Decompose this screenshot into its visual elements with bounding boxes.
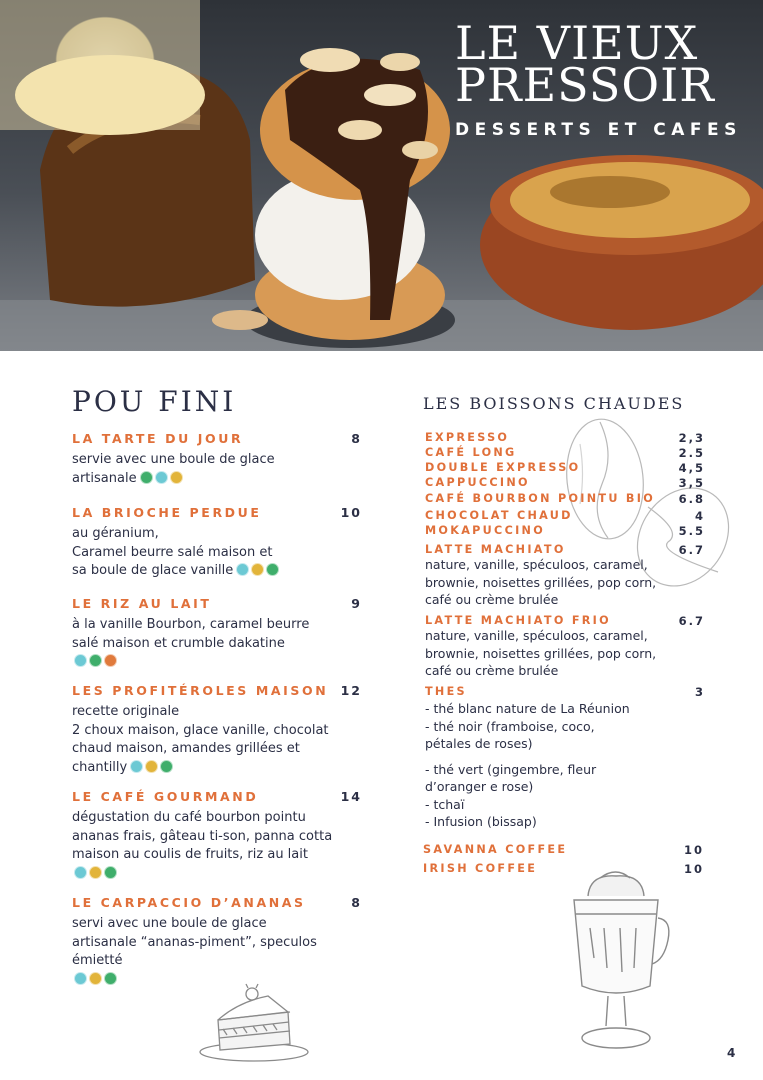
brand-block — [455, 16, 755, 140]
drink-name: EXPRESSO — [425, 431, 510, 444]
drink-price: 2.5 — [678, 446, 705, 460]
drink-name: LATTE MACHIATO — [425, 543, 566, 556]
drink-row — [425, 431, 705, 444]
dessert-description: au géranium, Caramel beurre salé maison et sa boule de glace vanille — [72, 525, 372, 581]
drink-row — [425, 524, 705, 537]
drink-name: IRISH COFFEE — [423, 862, 538, 875]
drink-row — [425, 509, 705, 522]
dessert-name: LA TARTE DU JOUR — [72, 431, 244, 446]
drink-row — [425, 614, 705, 680]
drink-description: nature, vanille, spéculoos, caramel, brownie, noisettes grillées, pop corn, café ou crème brulée — [425, 557, 657, 607]
gluten-icon — [89, 866, 102, 879]
drink-price: 10 — [683, 862, 704, 876]
vegan-icon — [89, 654, 102, 667]
dessert-item — [72, 789, 372, 879]
drink-name: CHOCOLAT CHAUD — [425, 509, 573, 522]
vegan-icon — [104, 972, 117, 985]
drink-row — [425, 461, 705, 474]
drink-name: CAFÉ BOURBON POINTU BIO — [425, 492, 656, 505]
diet-badges — [130, 760, 173, 773]
dessert-name: LA BRIOCHE PERDUE — [72, 505, 262, 520]
drink-row — [425, 685, 705, 831]
diet-badges — [236, 563, 279, 576]
dessert-description: à la vanille Bourbon, caramel beurre salé maison et crumble dakatine — [72, 617, 310, 651]
drink-name: LATTE MACHIATO FRIO — [425, 614, 611, 627]
drink-row — [425, 476, 705, 489]
gluten-icon — [170, 471, 183, 484]
drink-name: THES — [425, 685, 467, 698]
dessert-price: 8 — [351, 431, 362, 446]
drink-price: 2,3 — [678, 431, 705, 445]
drink-price: 5.5 — [678, 524, 705, 538]
dessert-name: LE CAFÉ GOURMAND — [72, 789, 259, 804]
drink-name: CAPPUCCINO — [425, 476, 530, 489]
drink-name: SAVANNA COFFEE — [423, 843, 568, 856]
menu-subtitle: DESSERTS ET CAFES — [455, 120, 742, 140]
drink-price: 4,5 — [678, 461, 705, 475]
drink-price: 10 — [683, 843, 704, 857]
page-number: 4 — [727, 1046, 736, 1060]
drink-row — [425, 543, 705, 609]
dessert-price: 14 — [340, 789, 362, 804]
lactose-icon — [74, 972, 87, 985]
restaurant-name-line1: LE VIEUX — [455, 16, 699, 70]
restaurant-name-line2: PRESSOIR — [455, 58, 715, 112]
drinks-section-title: LES BOISSONS CHAUDES — [423, 394, 685, 413]
nuts-icon — [104, 654, 117, 667]
drink-row — [425, 492, 705, 505]
dessert-item — [72, 596, 372, 667]
lactose-icon — [74, 866, 87, 879]
dessert-item — [72, 505, 372, 581]
dessert-item — [72, 895, 372, 985]
vegan-icon — [140, 471, 153, 484]
tea-list: - thé vert (gingembre, fleur d’oranger e rose) - tchaï - Infusion (bissap) — [425, 761, 597, 829]
dessert-description: servi avec une boule de glace artisanale “ananas-piment”, speculos émietté — [72, 916, 317, 968]
vegan-icon — [160, 760, 173, 773]
drink-name: CAFÉ LONG — [425, 446, 517, 459]
drink-price: 6.8 — [678, 492, 705, 506]
lactose-icon — [74, 654, 87, 667]
gluten-icon — [251, 563, 264, 576]
drink-row — [423, 843, 704, 856]
gluten-icon — [145, 760, 158, 773]
dessert-price: 8 — [351, 895, 362, 910]
vegan-icon — [104, 866, 117, 879]
drink-price: 4 — [694, 509, 705, 523]
drink-price: 3,5 — [678, 476, 705, 490]
dessert-price: 12 — [340, 683, 362, 698]
drink-price: 3 — [694, 685, 705, 699]
desserts-section-title: POU FINI — [72, 385, 237, 418]
cake-slice-icon — [198, 982, 310, 1064]
vegan-icon — [266, 563, 279, 576]
lactose-icon — [130, 760, 143, 773]
drink-name: DOUBLE EXPRESSO — [425, 461, 581, 474]
dessert-name: LE CARPACCIO D’ANANAS — [72, 895, 306, 910]
dessert-description: servie avec une boule de glace artisanale — [72, 452, 275, 486]
dessert-item — [72, 431, 372, 488]
drink-price: 6.7 — [678, 614, 705, 628]
dessert-name: LE RIZ AU LAIT — [72, 596, 212, 611]
drink-price: 6.7 — [678, 543, 705, 557]
diet-badges — [74, 866, 372, 879]
dessert-name: LES PROFITÉROLES MAISON — [72, 683, 329, 698]
dessert-price: 9 — [351, 596, 362, 611]
lactose-icon — [236, 563, 249, 576]
dessert-price: 10 — [340, 505, 362, 520]
drink-description: nature, vanille, spéculoos, caramel, brownie, noisettes grillées, pop corn, café ou crème brulée — [425, 628, 657, 678]
drink-row — [425, 446, 705, 459]
tea-list: - thé blanc nature de La Réunion - thé noir (framboise, coco, pétales de roses) — [425, 701, 630, 751]
drink-name: MOKAPUCCINO — [425, 524, 546, 537]
dessert-description: recette originale 2 choux maison, glace vanille, chocolat chaud maison, amandes grillées et chantilly — [72, 704, 329, 775]
dessert-description: dégustation du café bourbon pointu ananas frais, gâteau ti-son, panna cotta maison au coulis de fruits, riz au lait — [72, 810, 333, 862]
dessert-item — [72, 683, 372, 777]
irish-coffee-glass-icon — [560, 868, 672, 1060]
diet-badges — [140, 471, 183, 484]
lactose-icon — [155, 471, 168, 484]
hero-photo — [0, 0, 763, 351]
diet-badges — [74, 654, 372, 667]
gluten-icon — [89, 972, 102, 985]
